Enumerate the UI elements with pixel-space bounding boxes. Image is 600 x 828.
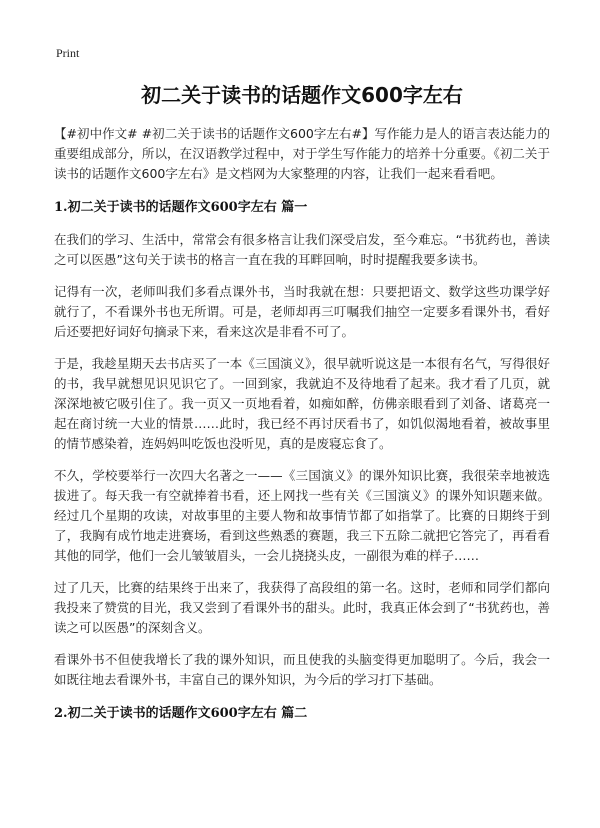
- section-1-paragraph: 记得有一次，老师叫我们多看点课外书，当时我就在想：只要把语文、数学这些功课学好就行了，不看课外书也无所谓。可是，老师却再三叮嘱我们抽空一定要多看课外书，看好后还要把好词好句摘录下来，看来这次是非看不可了。: [54, 284, 550, 339]
- section-heading-1: 1.初二关于读书的话题作文600字左右 篇一: [54, 200, 308, 215]
- section-heading-2: 2.初二关于读书的话题作文600字左右 篇二: [54, 706, 308, 721]
- section-1-paragraph: 看课外书不但使我增长了我的课外知识，而且使我的头脑变得更加聪明了。今后，我会一如既往地去看课外书，丰富自己的课外知识，为今后的学习打下基础。: [54, 652, 550, 687]
- print-label: Print: [56, 46, 80, 60]
- section-1-paragraph: 过了几天，比赛的结果终于出来了，我获得了高段组的第一名。这时，老师和同学们都向我投来了赞赏的目光，我又尝到了看课外书的甜头。此时，我真正体会到了“书犹药也，善读之可以医愚”的深刻含义。: [54, 580, 550, 635]
- section-1-paragraph: 在我们的学习、生活中，常常会有很多格言让我们深受启发，至今难忘。“书犹药也，善读之可以医愚”这句关于读书的格言一直在我的耳畔回响，时时提醒我要多读书。: [54, 232, 550, 267]
- section-1-paragraph: 于是，我趁星期天去书店买了一本《三国演义》，很早就听说这是一本很有名气，写得很好的书，我早就想见识见识它了。一回到家，我就迫不及待地看了起来。我才看了几页，就深深地被它吸引住了。我一页又一页地看着，如痴如醉，仿佛亲眼看到了刘备、诸葛亮一起在商讨统一大业的情景……此时，我已经不再讨厌看书了，如饥似渴地看着，被故事里的情节感染着，连妈妈叫吃饭也没听见，真的是废寝忘食了。: [54, 356, 550, 451]
- section-1-paragraph: 不久，学校要举行一次四大名著之一——《三国演义》的课外知识比赛，我很荣幸地被选拔进了。每天我一有空就捧着书看，还上网找一些有关《三国演义》的课外知识题来做。经过几个星期的攻读，对故事里的主要人物和故事情节都了如指掌了。比赛的日期终于到了，我胸有成竹地走进赛场，看到这些熟悉的赛题，我三下五除二就把它答完了，再看看其他的同学，他们一会儿皱皱眉头，一会儿挠挠头皮，一副很为难的样子……: [54, 468, 550, 563]
- intro-paragraph: 【#初中作文# #初二关于读书的话题作文600字左右#】写作能力是人的语言表达能力的重要组成部分，所以，在汉语教学过程中，对于学生写作能力的培养十分重要。《初二关于读书的话题作文600字左右》是文档网为大家整理的内容，让我们一起来看看吧。: [54, 126, 550, 181]
- document-title: 初二关于读书的话题作文600字左右: [141, 83, 463, 107]
